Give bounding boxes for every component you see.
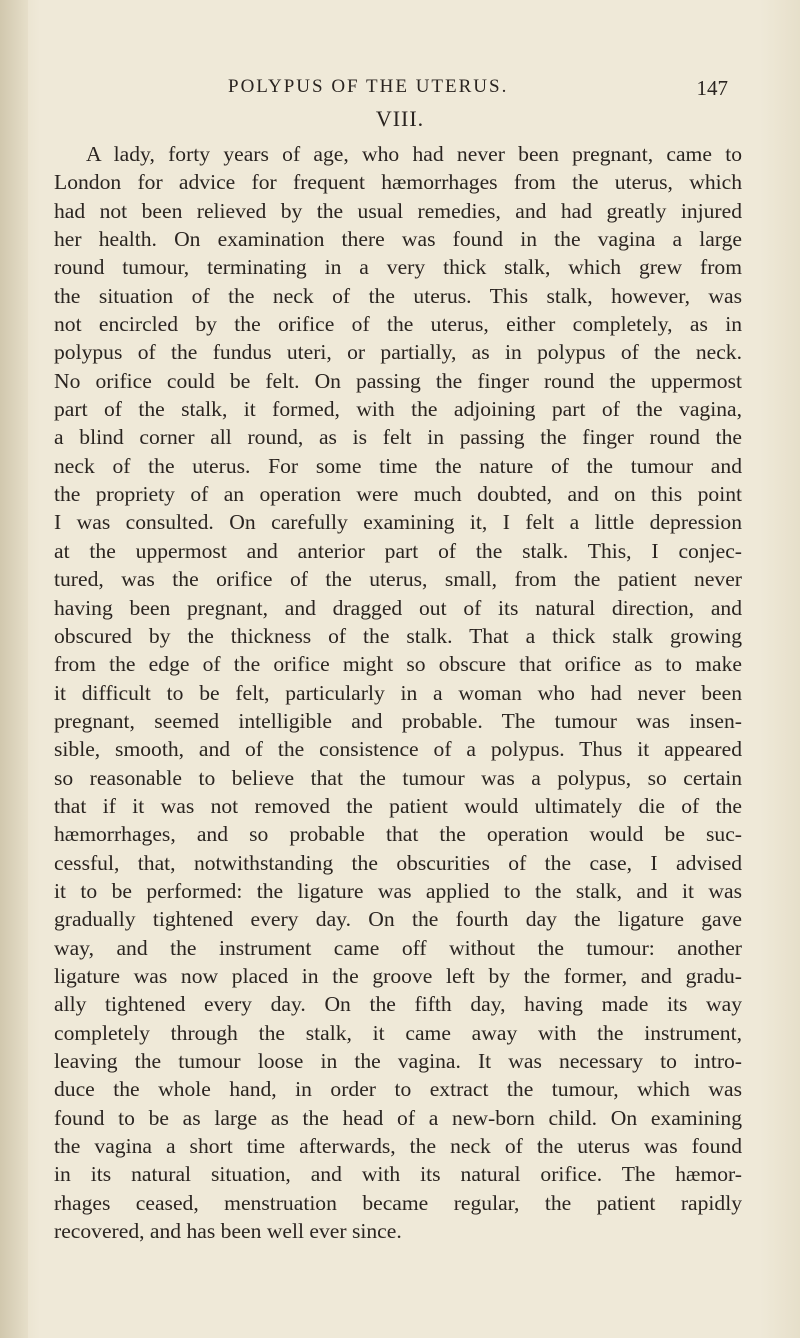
text-line: ally tightened every day. On the fifth day, having made its way: [54, 992, 742, 1017]
text-line: duce the whole hand, in order to extract the tumour, which was: [54, 1077, 742, 1102]
text-line: not encircled by the orifice of the uterus, either completely, as in: [54, 312, 742, 337]
text-line: hæmorrhages, and so probable that the operation would be suc-: [54, 822, 742, 847]
text-line: round tumour, terminating in a very thick stalk, which grew from: [54, 255, 742, 280]
text-line: No orifice could be felt. On passing the finger round the uppermost: [54, 368, 742, 393]
text-line: in its natural situation, and with its natural orifice. The hæmor-: [54, 1162, 742, 1187]
page-gutter-shadow: [0, 0, 28, 1338]
text-line: rhages ceased, menstruation became regular, the patient rapidly: [54, 1190, 742, 1215]
text-line: cessful, that, notwithstanding the obscurities of the case, I advised: [54, 850, 742, 875]
running-title: POLYPUS OF THE UTERUS.: [228, 76, 509, 97]
text-line: I was consulted. On carefully examining it, I felt a little depression: [54, 510, 742, 535]
text-line: her health. On examination there was found in the vagina a large: [54, 227, 742, 252]
text-line: leaving the tumour loose in the vagina. It was necessary to intro-: [54, 1049, 742, 1073]
text-line: completely through the stalk, it came away with the instrument,: [54, 1020, 742, 1045]
section-number: VIII.: [375, 106, 425, 131]
text-line: neck of the uterus. For some time the nature of the tumour and: [54, 453, 742, 478]
text-line: sible, smooth, and of the consistence of a polypus. Thus it appeared: [54, 737, 742, 762]
text-line: having been pregnant, and dragged out of its natural direction, and: [54, 595, 742, 620]
text-line: the vagina a short time afterwards, the neck of the uterus was found: [54, 1134, 742, 1159]
text-line: A lady, forty years of age, who had never been pregnant, came to: [86, 142, 742, 166]
text-line: the propriety of an operation were much doubted, and on this point: [54, 482, 742, 507]
text-line: obscured by the thickness of the stalk. That a thick stalk growing: [54, 623, 742, 648]
text-line: from the edge of the orifice might so obscure that orifice as to make: [54, 652, 742, 677]
text-line: polypus of the fundus uteri, or partially, as in polypus of the neck.: [54, 340, 742, 365]
text-line: so reasonable to believe that the tumour was a polypus, so certain: [54, 765, 742, 790]
page-header: [228, 76, 728, 98]
text-line: it difficult to be felt, particularly in a woman who had never been: [54, 680, 742, 705]
text-line: tured, was the orifice of the uterus, small, from the patient never: [54, 567, 742, 592]
text-line: recovered, and has been well ever since.: [54, 1219, 402, 1244]
text-line: found to be as large as the head of a new-born child. On examining: [54, 1105, 742, 1130]
text-line: gradually tightened every day. On the fourth day the ligature gave: [54, 907, 742, 932]
text-line: ligature was now placed in the groove left by the former, and gradu-: [54, 963, 742, 988]
text-line: had not been relieved by the usual remedies, and had greatly injured: [54, 198, 742, 223]
text-line: that if it was not removed the patient would ultimately die of the: [54, 793, 742, 818]
text-line: way, and the instrument came off without the tumour: another: [54, 935, 742, 960]
text-line: the situation of the neck of the uterus. This stalk, however, was: [54, 283, 742, 308]
text-line: part of the stalk, it formed, with the adjoining part of the vagina,: [54, 397, 742, 422]
body-text: [54, 140, 742, 1245]
page-number: 147: [696, 76, 728, 100]
text-line: at the uppermost and anterior part of the stalk. This, I conjec-: [54, 538, 742, 563]
text-line: pregnant, seemed intelligible and probable. The tumour was insen-: [54, 708, 742, 733]
text-line: London for advice for frequent hæmorrhages from the uterus, which: [54, 170, 742, 195]
text-line: a blind corner all round, as is felt in passing the finger round the: [54, 425, 742, 450]
text-line: it to be performed: the ligature was applied to the stalk, and it was: [54, 878, 742, 903]
